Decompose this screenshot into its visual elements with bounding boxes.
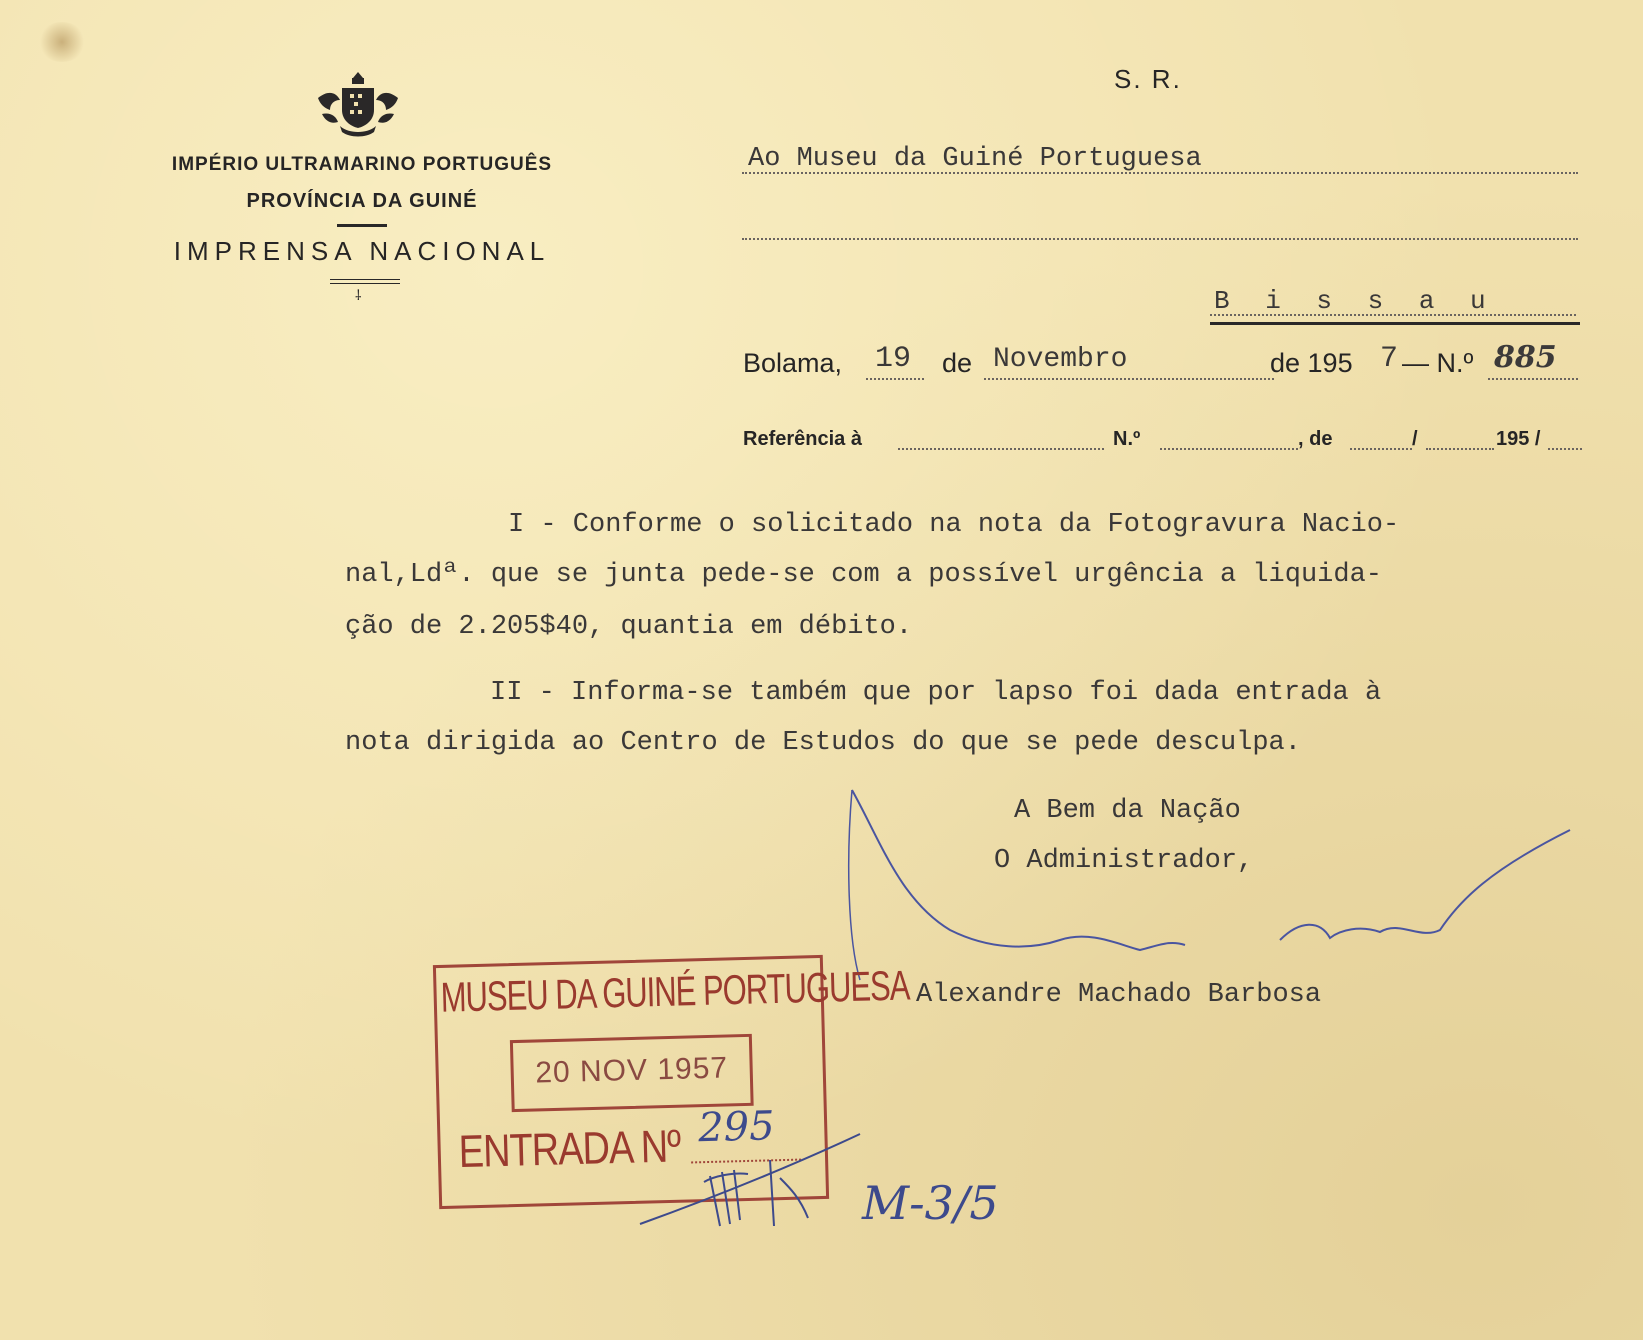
ornament-icon: ⸸ xyxy=(355,287,362,303)
body-paragraph-1-line-2: nal,Ldª. que se junta pede-se com a possível urgência a liquida- xyxy=(345,560,1382,590)
dateline-number-label: — N.º xyxy=(1402,348,1474,378)
reference-day-dotted-line xyxy=(1350,448,1412,450)
closing-salutation: A Bem da Nação xyxy=(1014,796,1241,826)
dateline-month: Novembro xyxy=(993,344,1128,375)
reference-de-label: , de xyxy=(1298,428,1333,450)
reference-year: 195 / xyxy=(1496,428,1541,450)
reference-slash: / xyxy=(1412,428,1418,450)
stain-spot xyxy=(38,22,86,62)
sr-heading: S. R. xyxy=(1114,64,1182,94)
reference-label: Referência à xyxy=(743,428,862,450)
day-dotted-line xyxy=(866,378,924,380)
dateline-day: 19 xyxy=(875,342,912,376)
body-paragraph-2-line-1: II - Informa-se também que por lapso foi dada entrada à xyxy=(490,678,1382,708)
number-dotted-line xyxy=(1488,378,1578,380)
reference-n-dotted-line xyxy=(1160,448,1298,450)
month-dotted-line xyxy=(984,378,1274,380)
closing-title: O Administrador, xyxy=(994,846,1254,876)
dateline-number-value: 885 xyxy=(1494,340,1557,375)
recipient-dotted-line xyxy=(742,172,1578,174)
second-dotted-line xyxy=(742,238,1578,240)
recipient-line: Ao Museu da Guiné Portuguesa xyxy=(748,144,1202,174)
city-dotted-line xyxy=(1210,314,1576,316)
reference-dotted-line xyxy=(898,448,1104,450)
letterhead-line-empire: IMPÉRIO ULTRAMARINO PORTUGUÊS xyxy=(171,154,553,175)
body-paragraph-1-line-1: I - Conforme o solicitado na nota da Fotogravura Nacio- xyxy=(508,510,1400,540)
dateline-de: de xyxy=(942,348,973,378)
dateline-year-digit: 7 xyxy=(1380,342,1399,376)
letterhead-line-press: IMPRENSA NACIONAL xyxy=(173,236,551,266)
stamp-entry-number: 295 xyxy=(697,1103,776,1152)
reference-n-label: N.º xyxy=(1113,428,1141,450)
pen-crossout-mark xyxy=(630,1116,870,1236)
stamp-entry-label: ENTRADA Nº xyxy=(458,1121,681,1178)
body-paragraph-1-line-3: ção de 2.205$40, quantia em débito. xyxy=(345,612,913,642)
stamp-header: MUSEU DA GUINÉ PORTUGUESA xyxy=(440,961,910,1022)
stamp-date: 20 NOV 1957 xyxy=(534,1051,729,1090)
city-underline xyxy=(1210,322,1580,325)
letterhead-divider xyxy=(337,224,387,227)
letterhead-rule-top xyxy=(330,279,400,280)
pen-annotation-note: M-3/5 xyxy=(862,1176,999,1230)
reference-month-dotted-line xyxy=(1426,448,1494,450)
city-line: B i s s a u xyxy=(1214,286,1496,316)
dateline-year-prefix: de 195 xyxy=(1270,348,1353,378)
dateline-place: Bolama, xyxy=(743,348,843,378)
body-paragraph-2-line-2: nota dirigida ao Centro de Estudos do que se pede desculpa. xyxy=(345,728,1301,758)
letterhead-line-province: PROVÍNCIA DA GUINÉ xyxy=(246,190,478,212)
coat-of-arms-icon xyxy=(312,68,404,140)
signatory-name: Alexandre Machado Barbosa xyxy=(916,980,1322,1010)
letterhead-rule-bottom xyxy=(330,283,400,284)
reference-year-dotted-line xyxy=(1548,448,1582,450)
stamp-date-box xyxy=(510,1034,754,1112)
